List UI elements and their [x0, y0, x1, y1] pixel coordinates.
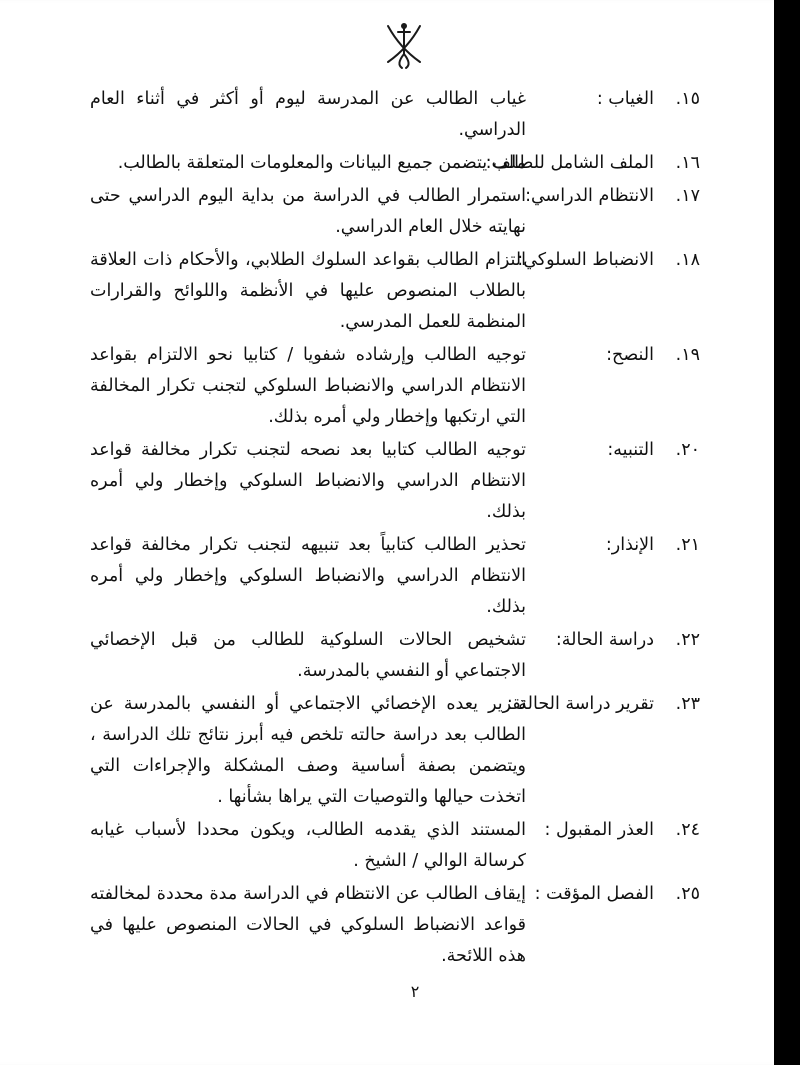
definition-item [90, 181, 700, 243]
item-number: ٢٠. [675, 440, 700, 460]
item-term: التنبيه: [607, 440, 654, 460]
national-emblem-icon [380, 18, 428, 70]
definitions-list [90, 84, 700, 974]
definition-item [90, 530, 700, 623]
item-term: تقرير دراسة الحالة : [506, 694, 654, 714]
definition-item [90, 625, 700, 687]
scan-edge [774, 0, 800, 1065]
item-number: ٢٤. [675, 820, 700, 840]
definition-item [90, 879, 700, 972]
item-term: الانضباط السلوكي: [517, 250, 654, 270]
definition-item [90, 689, 700, 813]
item-number: ١٧. [675, 186, 700, 206]
item-number: ١٩. [675, 345, 700, 365]
item-definition: استمرار الطالب في الدراسة من بداية اليوم الدراسي حتى نهايته خلال العام الدراسي. [90, 186, 526, 237]
item-term: الإنذار: [605, 535, 654, 555]
definition-item [90, 148, 700, 179]
item-definition: إيقاف الطالب عن الانتظام في الدراسة مدة محددة لمخالفته قواعد الانضباط السلوكي في الحالات المنصوص عليها في هذه اللائحة. [90, 884, 526, 966]
item-term: دراسة الحالة: [555, 630, 654, 650]
item-definition: تحذير الطالب كتابياً بعد تنبيهه لتجنب تكرار مخالفة قواعد الانتظام الدراسي والانضباط السلوكي وإخطار ولي أمره بذلك. [90, 535, 526, 617]
item-definition: تشخيص الحالات السلوكية للطالب من قبل الإخصائي الاجتماعي أو النفسي بالمدرسة. [90, 630, 526, 681]
item-definition: توجيه الطالب وإرشاده شفويا / كتابيا نحو الالتزام بقواعد الانتظام الدراسي والانضباط السلوكي لتجنب تكرار المخالفة التي ارتكبها وإخطار ولي أمره بذلك. [90, 345, 526, 427]
item-number: ٢١. [675, 535, 700, 555]
definition-item [90, 340, 700, 433]
item-term: الانتظام الدراسي: [525, 186, 654, 206]
item-definition: التزام الطالب بقواعد السلوك الطلابي، والأحكام ذات العلاقة بالطلاب المنصوص عليها في الأنظمة واللوائح والقرارات المنظمة للعمل المدرسي. [90, 250, 526, 332]
definition-item [90, 245, 700, 338]
item-number: ٢٢. [675, 630, 700, 650]
item-definition: غياب الطالب عن المدرسة ليوم أو أكثر في أثناء العام الدراسي. [90, 89, 526, 140]
item-number: ١٦. [675, 153, 700, 173]
item-definition: تقرير يعده الإخصائي الاجتماعي أو النفسي بالمدرسة عن الطالب بعد دراسة حالته تلخص فيه أبرز نتائج تلك الدراسة ، ويتضمن بصفة أساسية وصف المشكلة والإجراءات التي اتخذت حيالها والتوصيات التي يراها بشأنها . [90, 694, 526, 807]
item-term: العذر المقبول : [544, 820, 654, 840]
item-term: الملف الشامل للطالب: [485, 153, 654, 173]
item-definition: ملف يتضمن جميع البيانات والمعلومات المتعلقة بالطالب. [117, 153, 526, 173]
item-definition: توجيه الطالب كتابيا بعد نصحه لتجنب تكرار مخالفة قواعد الانتظام الدراسي والانضباط السلوكي وإخطار ولي أمره بذلك. [90, 440, 526, 522]
item-number: ١٨. [675, 250, 700, 270]
definition-item [90, 84, 700, 146]
definition-item [90, 815, 700, 877]
item-term: الغياب : [596, 89, 654, 109]
page-number: ٢ [410, 982, 420, 1001]
item-term: النصح: [606, 345, 654, 365]
item-definition: المستند الذي يقدمه الطالب، ويكون محددا لأسباب غيابه كرسالة الوالي / الشيخ . [90, 820, 526, 871]
definition-item [90, 435, 700, 528]
item-number: ٢٥. [675, 884, 700, 904]
item-number: ١٥. [675, 89, 700, 109]
item-number: ٢٣. [675, 694, 700, 714]
item-term: الفصل المؤقت : [534, 884, 654, 904]
